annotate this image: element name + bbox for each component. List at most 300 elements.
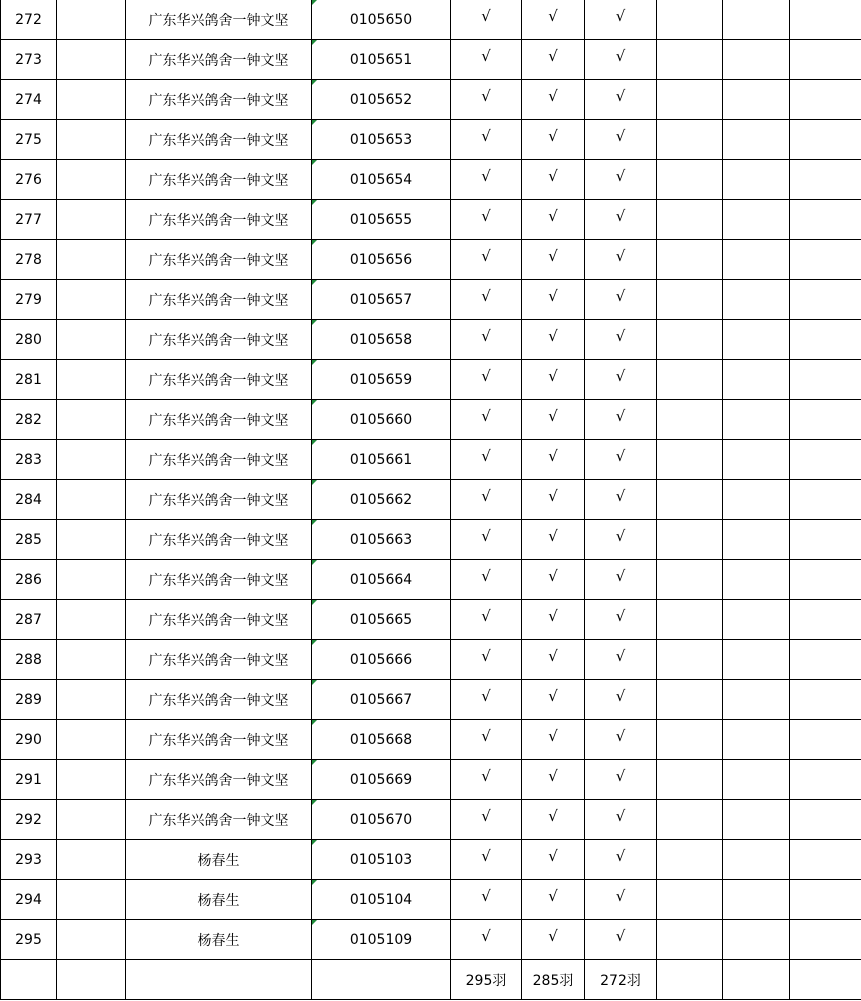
check-mark-icon: √ xyxy=(548,926,558,945)
check-cell-col3[interactable] xyxy=(585,800,657,840)
check-cell-col2[interactable] xyxy=(522,720,585,760)
ring-number-cell[interactable] xyxy=(312,640,451,680)
empty-cell[interactable] xyxy=(57,320,126,360)
check-cell-col2[interactable] xyxy=(522,400,585,440)
empty-cell[interactable] xyxy=(657,520,723,560)
check-mark-icon: √ xyxy=(548,806,558,825)
ring-number: 0105669 xyxy=(349,771,413,788)
totals-empty-cell[interactable] xyxy=(1,960,57,1000)
empty-cell[interactable] xyxy=(790,320,861,360)
row-number: 291 xyxy=(15,771,42,788)
empty-cell[interactable] xyxy=(723,80,790,120)
empty-cell[interactable] xyxy=(790,840,861,880)
check-cell-col3[interactable] xyxy=(585,720,657,760)
check-cell-col2[interactable] xyxy=(522,440,585,480)
check-cell-col2[interactable] xyxy=(522,120,585,160)
ring-number: 0105663 xyxy=(349,531,413,548)
row-number-cell[interactable] xyxy=(1,600,57,640)
empty-cell[interactable] xyxy=(723,560,790,600)
check-mark-icon: √ xyxy=(481,166,491,185)
row-number: 282 xyxy=(15,411,42,428)
check-cell-col3[interactable] xyxy=(585,640,657,680)
empty-cell[interactable] xyxy=(790,920,861,960)
ring-number-cell[interactable] xyxy=(312,360,451,400)
empty-cell[interactable] xyxy=(723,120,790,160)
owner-cell[interactable] xyxy=(126,400,312,440)
check-mark-icon: √ xyxy=(481,526,491,545)
check-cell-col1[interactable] xyxy=(451,760,522,800)
empty-cell[interactable] xyxy=(790,280,861,320)
check-cell-col1[interactable] xyxy=(451,280,522,320)
row-number-cell[interactable] xyxy=(1,520,57,560)
ring-number-cell[interactable] xyxy=(312,0,451,40)
empty-cell[interactable] xyxy=(57,240,126,280)
total-count-col1[interactable]: 295羽 xyxy=(451,960,522,1000)
check-mark-icon: √ xyxy=(548,46,558,65)
empty-cell[interactable] xyxy=(723,640,790,680)
table-row xyxy=(1,40,861,80)
check-cell-col1[interactable] xyxy=(451,120,522,160)
check-cell-col1[interactable] xyxy=(451,400,522,440)
check-cell-col1[interactable] xyxy=(451,520,522,560)
empty-cell[interactable] xyxy=(723,160,790,200)
empty-cell[interactable] xyxy=(790,40,861,80)
row-number: 295 xyxy=(15,931,42,948)
check-cell-col1[interactable] xyxy=(451,440,522,480)
row-number-cell[interactable] xyxy=(1,920,57,960)
ring-number-cell[interactable] xyxy=(312,40,451,80)
row-number-cell[interactable] xyxy=(1,240,57,280)
check-cell-col3[interactable] xyxy=(585,240,657,280)
empty-cell[interactable] xyxy=(57,840,126,880)
check-cell-col3[interactable] xyxy=(585,680,657,720)
empty-cell[interactable] xyxy=(723,40,790,80)
empty-cell[interactable] xyxy=(790,720,861,760)
row-number-cell[interactable] xyxy=(1,360,57,400)
ring-number: 0105655 xyxy=(349,211,413,228)
empty-cell[interactable] xyxy=(657,400,723,440)
ring-number-cell[interactable] xyxy=(312,920,451,960)
empty-cell[interactable] xyxy=(723,800,790,840)
check-cell-col2[interactable] xyxy=(522,920,585,960)
owner-name: 广东华兴鸽舍一钟文坚 xyxy=(148,612,289,629)
owner-cell[interactable] xyxy=(126,440,312,480)
ring-number-cell[interactable] xyxy=(312,240,451,280)
check-cell-col1[interactable] xyxy=(451,880,522,920)
check-cell-col3[interactable] xyxy=(585,920,657,960)
empty-cell[interactable] xyxy=(657,640,723,680)
owner-name: 广东华兴鸽舍一钟文坚 xyxy=(148,492,289,509)
check-cell-col1[interactable] xyxy=(451,680,522,720)
owner-name: 杨春生 xyxy=(197,932,240,949)
row-number-cell[interactable] xyxy=(1,800,57,840)
empty-cell[interactable] xyxy=(57,200,126,240)
owner-cell[interactable] xyxy=(126,0,312,40)
empty-cell[interactable] xyxy=(790,520,861,560)
check-cell-col2[interactable] xyxy=(522,640,585,680)
ring-number: 0105664 xyxy=(349,571,413,588)
empty-cell[interactable] xyxy=(657,760,723,800)
check-cell-col1[interactable] xyxy=(451,640,522,680)
text-number-marker-icon xyxy=(312,520,317,525)
owner-cell[interactable] xyxy=(126,80,312,120)
empty-cell[interactable] xyxy=(723,520,790,560)
ring-number-cell[interactable] xyxy=(312,560,451,600)
ring-number-cell[interactable] xyxy=(312,400,451,440)
check-cell-col3[interactable] xyxy=(585,480,657,520)
ring-number-cell[interactable] xyxy=(312,880,451,920)
totals-empty-cell[interactable] xyxy=(657,960,723,1000)
empty-cell[interactable] xyxy=(790,240,861,280)
empty-cell[interactable] xyxy=(57,680,126,720)
check-cell-col3[interactable] xyxy=(585,360,657,400)
check-mark-icon: √ xyxy=(548,86,558,105)
ring-number-cell[interactable] xyxy=(312,160,451,200)
owner-cell[interactable] xyxy=(126,480,312,520)
owner-name: 广东华兴鸽舍一钟文坚 xyxy=(148,572,289,589)
check-cell-col2[interactable] xyxy=(522,680,585,720)
table-row xyxy=(1,0,861,40)
check-mark-icon: √ xyxy=(481,726,491,745)
owner-name: 广东华兴鸽舍一钟文坚 xyxy=(148,212,289,229)
empty-cell[interactable] xyxy=(657,840,723,880)
row-number-cell[interactable] xyxy=(1,80,57,120)
check-cell-col3[interactable] xyxy=(585,600,657,640)
text-number-marker-icon xyxy=(312,160,317,165)
empty-cell[interactable] xyxy=(657,120,723,160)
empty-cell[interactable] xyxy=(723,280,790,320)
check-cell-col3[interactable] xyxy=(585,440,657,480)
owner-cell[interactable] xyxy=(126,160,312,200)
empty-cell[interactable] xyxy=(657,440,723,480)
check-cell-col1[interactable] xyxy=(451,480,522,520)
totals-empty-cell[interactable] xyxy=(790,960,861,1000)
empty-cell[interactable] xyxy=(657,560,723,600)
empty-cell[interactable] xyxy=(57,600,126,640)
row-number-cell[interactable] xyxy=(1,440,57,480)
owner-cell[interactable] xyxy=(126,360,312,400)
empty-cell[interactable] xyxy=(790,0,861,40)
owner-name: 广东华兴鸽舍一钟文坚 xyxy=(148,372,289,389)
empty-cell[interactable] xyxy=(790,800,861,840)
check-cell-col2[interactable] xyxy=(522,320,585,360)
total-count-col3[interactable]: 272羽 xyxy=(585,960,657,1000)
row-number: 278 xyxy=(15,251,42,268)
empty-cell[interactable] xyxy=(790,400,861,440)
empty-cell[interactable] xyxy=(57,480,126,520)
check-mark-icon: √ xyxy=(615,486,626,505)
empty-cell[interactable] xyxy=(57,880,126,920)
check-cell-col2[interactable] xyxy=(522,760,585,800)
owner-cell[interactable] xyxy=(126,120,312,160)
ring-number: 0105662 xyxy=(349,491,413,508)
empty-cell[interactable] xyxy=(723,720,790,760)
row-number-cell[interactable] xyxy=(1,400,57,440)
row-number-cell[interactable] xyxy=(1,40,57,80)
table-row xyxy=(1,560,861,600)
empty-cell[interactable] xyxy=(657,200,723,240)
empty-cell[interactable] xyxy=(657,320,723,360)
ring-number-cell[interactable] xyxy=(312,840,451,880)
owner-cell[interactable] xyxy=(126,680,312,720)
row-number-cell[interactable] xyxy=(1,640,57,680)
empty-cell[interactable] xyxy=(57,720,126,760)
totals-empty-cell[interactable] xyxy=(126,960,312,1000)
empty-cell[interactable] xyxy=(723,440,790,480)
empty-cell[interactable] xyxy=(657,680,723,720)
empty-cell[interactable] xyxy=(57,760,126,800)
check-cell-col2[interactable] xyxy=(522,880,585,920)
ring-number-cell[interactable] xyxy=(312,520,451,560)
empty-cell[interactable] xyxy=(657,480,723,520)
empty-cell[interactable] xyxy=(657,240,723,280)
row-number-cell[interactable] xyxy=(1,560,57,600)
check-cell-col2[interactable] xyxy=(522,560,585,600)
check-cell-col3[interactable] xyxy=(585,80,657,120)
row-number-cell[interactable] xyxy=(1,840,57,880)
check-cell-col1[interactable] xyxy=(451,840,522,880)
ring-number: 0105651 xyxy=(349,51,413,68)
check-mark-icon: √ xyxy=(615,286,626,305)
empty-cell[interactable] xyxy=(723,240,790,280)
text-number-marker-icon xyxy=(312,240,317,245)
owner-cell[interactable] xyxy=(126,640,312,680)
empty-cell[interactable] xyxy=(790,120,861,160)
empty-cell[interactable] xyxy=(790,440,861,480)
empty-cell[interactable] xyxy=(57,520,126,560)
row-number-cell[interactable] xyxy=(1,880,57,920)
owner-cell[interactable] xyxy=(126,840,312,880)
empty-cell[interactable] xyxy=(723,920,790,960)
check-mark-icon: √ xyxy=(615,86,626,105)
row-number: 285 xyxy=(15,531,42,548)
check-cell-col3[interactable] xyxy=(585,40,657,80)
check-cell-col1[interactable] xyxy=(451,0,522,40)
empty-cell[interactable] xyxy=(57,40,126,80)
owner-cell[interactable] xyxy=(126,320,312,360)
empty-cell[interactable] xyxy=(790,80,861,120)
check-mark-icon: √ xyxy=(615,166,626,185)
check-mark-icon: √ xyxy=(481,686,491,705)
text-number-marker-icon xyxy=(312,760,317,765)
check-cell-col3[interactable] xyxy=(585,160,657,200)
check-cell-col1[interactable] xyxy=(451,360,522,400)
ring-number-cell[interactable] xyxy=(312,480,451,520)
row-number-cell[interactable] xyxy=(1,280,57,320)
check-cell-col3[interactable] xyxy=(585,320,657,360)
check-cell-col3[interactable] xyxy=(585,880,657,920)
check-cell-col3[interactable] xyxy=(585,120,657,160)
ring-number-cell[interactable] xyxy=(312,200,451,240)
owner-cell[interactable] xyxy=(126,560,312,600)
check-cell-col2[interactable] xyxy=(522,40,585,80)
empty-cell[interactable] xyxy=(57,560,126,600)
check-cell-col1[interactable] xyxy=(451,600,522,640)
check-cell-col2[interactable] xyxy=(522,480,585,520)
empty-cell[interactable] xyxy=(723,320,790,360)
text-number-marker-icon xyxy=(312,120,317,125)
empty-cell[interactable] xyxy=(723,840,790,880)
ring-number-cell[interactable] xyxy=(312,80,451,120)
owner-cell[interactable] xyxy=(126,40,312,80)
empty-cell[interactable] xyxy=(657,880,723,920)
check-cell-col2[interactable] xyxy=(522,200,585,240)
check-cell-col2[interactable] xyxy=(522,600,585,640)
empty-cell[interactable] xyxy=(657,920,723,960)
empty-cell[interactable] xyxy=(57,280,126,320)
check-cell-col2[interactable] xyxy=(522,280,585,320)
totals-empty-cell[interactable] xyxy=(57,960,126,1000)
row-number-cell[interactable] xyxy=(1,0,57,40)
owner-cell[interactable] xyxy=(126,920,312,960)
check-cell-col1[interactable] xyxy=(451,720,522,760)
check-cell-col2[interactable] xyxy=(522,240,585,280)
empty-cell[interactable] xyxy=(790,480,861,520)
empty-cell[interactable] xyxy=(57,920,126,960)
check-cell-col3[interactable] xyxy=(585,200,657,240)
owner-cell[interactable] xyxy=(126,760,312,800)
check-cell-col1[interactable] xyxy=(451,200,522,240)
empty-cell[interactable] xyxy=(657,0,723,40)
row-number-cell[interactable] xyxy=(1,760,57,800)
check-cell-col3[interactable] xyxy=(585,520,657,560)
empty-cell[interactable] xyxy=(57,0,126,40)
empty-cell[interactable] xyxy=(723,360,790,400)
check-cell-col1[interactable] xyxy=(451,240,522,280)
empty-cell[interactable] xyxy=(57,120,126,160)
check-cell-col2[interactable] xyxy=(522,160,585,200)
empty-cell[interactable] xyxy=(723,760,790,800)
check-cell-col1[interactable] xyxy=(451,560,522,600)
empty-cell[interactable] xyxy=(790,360,861,400)
ring-number-cell[interactable] xyxy=(312,120,451,160)
table-body xyxy=(1,0,861,960)
empty-cell[interactable] xyxy=(57,360,126,400)
empty-cell[interactable] xyxy=(790,560,861,600)
ring-number-cell[interactable] xyxy=(312,600,451,640)
empty-cell[interactable] xyxy=(723,600,790,640)
empty-cell[interactable] xyxy=(657,80,723,120)
empty-cell[interactable] xyxy=(657,280,723,320)
empty-cell[interactable] xyxy=(790,760,861,800)
empty-cell[interactable] xyxy=(723,400,790,440)
owner-cell[interactable] xyxy=(126,720,312,760)
empty-cell[interactable] xyxy=(57,800,126,840)
check-cell-col1[interactable] xyxy=(451,40,522,80)
check-mark-icon: √ xyxy=(615,446,626,465)
empty-cell[interactable] xyxy=(723,480,790,520)
empty-cell[interactable] xyxy=(790,640,861,680)
owner-cell[interactable] xyxy=(126,200,312,240)
ring-number-cell[interactable] xyxy=(312,280,451,320)
owner-cell[interactable] xyxy=(126,600,312,640)
row-number-cell[interactable] xyxy=(1,160,57,200)
check-cell-col2[interactable] xyxy=(522,80,585,120)
check-cell-col1[interactable] xyxy=(451,320,522,360)
row-number: 277 xyxy=(15,211,42,228)
check-cell-col2[interactable] xyxy=(522,360,585,400)
table-row xyxy=(1,720,861,760)
totals-empty-cell[interactable] xyxy=(312,960,451,1000)
owner-cell[interactable] xyxy=(126,880,312,920)
check-cell-col1[interactable] xyxy=(451,800,522,840)
row-number-cell[interactable] xyxy=(1,120,57,160)
row-number-cell[interactable] xyxy=(1,320,57,360)
empty-cell[interactable] xyxy=(790,200,861,240)
empty-cell[interactable] xyxy=(57,80,126,120)
check-cell-col1[interactable] xyxy=(451,160,522,200)
ring-number-cell[interactable] xyxy=(312,720,451,760)
row-number-cell[interactable] xyxy=(1,720,57,760)
empty-cell[interactable] xyxy=(657,800,723,840)
empty-cell[interactable] xyxy=(57,160,126,200)
check-mark-icon: √ xyxy=(481,206,491,225)
empty-cell[interactable] xyxy=(57,640,126,680)
check-cell-col3[interactable] xyxy=(585,400,657,440)
row-number: 292 xyxy=(15,811,42,828)
empty-cell[interactable] xyxy=(790,160,861,200)
empty-cell[interactable] xyxy=(657,600,723,640)
check-cell-col2[interactable] xyxy=(522,0,585,40)
empty-cell[interactable] xyxy=(790,600,861,640)
table-row xyxy=(1,280,861,320)
empty-cell[interactable] xyxy=(723,200,790,240)
check-cell-col1[interactable] xyxy=(451,920,522,960)
empty-cell[interactable] xyxy=(790,680,861,720)
row-number-cell[interactable] xyxy=(1,200,57,240)
empty-cell[interactable] xyxy=(57,400,126,440)
row-number-cell[interactable] xyxy=(1,680,57,720)
owner-cell[interactable] xyxy=(126,800,312,840)
check-cell-col3[interactable] xyxy=(585,280,657,320)
ring-number-cell[interactable] xyxy=(312,320,451,360)
check-cell-col2[interactable] xyxy=(522,520,585,560)
check-cell-col2[interactable] xyxy=(522,800,585,840)
empty-cell[interactable] xyxy=(790,880,861,920)
empty-cell[interactable] xyxy=(657,40,723,80)
ring-number-cell[interactable] xyxy=(312,760,451,800)
check-cell-col1[interactable] xyxy=(451,80,522,120)
check-mark-icon: √ xyxy=(615,366,626,385)
ring-number-cell[interactable] xyxy=(312,680,451,720)
empty-cell[interactable] xyxy=(657,360,723,400)
check-mark-icon: √ xyxy=(548,366,558,385)
empty-cell[interactable] xyxy=(657,160,723,200)
ring-number-cell[interactable] xyxy=(312,800,451,840)
empty-cell[interactable] xyxy=(57,440,126,480)
totals-empty-cell[interactable] xyxy=(723,960,790,1000)
check-cell-col3[interactable] xyxy=(585,760,657,800)
empty-cell[interactable] xyxy=(723,0,790,40)
check-cell-col3[interactable] xyxy=(585,560,657,600)
check-cell-col3[interactable] xyxy=(585,0,657,40)
owner-cell[interactable] xyxy=(126,520,312,560)
owner-cell[interactable] xyxy=(126,240,312,280)
row-number-cell[interactable] xyxy=(1,480,57,520)
check-mark-icon: √ xyxy=(481,126,491,145)
text-number-marker-icon xyxy=(312,920,317,925)
check-cell-col3[interactable] xyxy=(585,840,657,880)
empty-cell[interactable] xyxy=(723,680,790,720)
check-mark-icon: √ xyxy=(548,846,558,865)
owner-cell[interactable] xyxy=(126,280,312,320)
check-cell-col2[interactable] xyxy=(522,840,585,880)
ring-number-cell[interactable] xyxy=(312,440,451,480)
empty-cell[interactable] xyxy=(657,720,723,760)
empty-cell[interactable] xyxy=(723,880,790,920)
total-count-col2[interactable]: 285羽 xyxy=(522,960,585,1000)
row-number: 274 xyxy=(15,91,42,108)
